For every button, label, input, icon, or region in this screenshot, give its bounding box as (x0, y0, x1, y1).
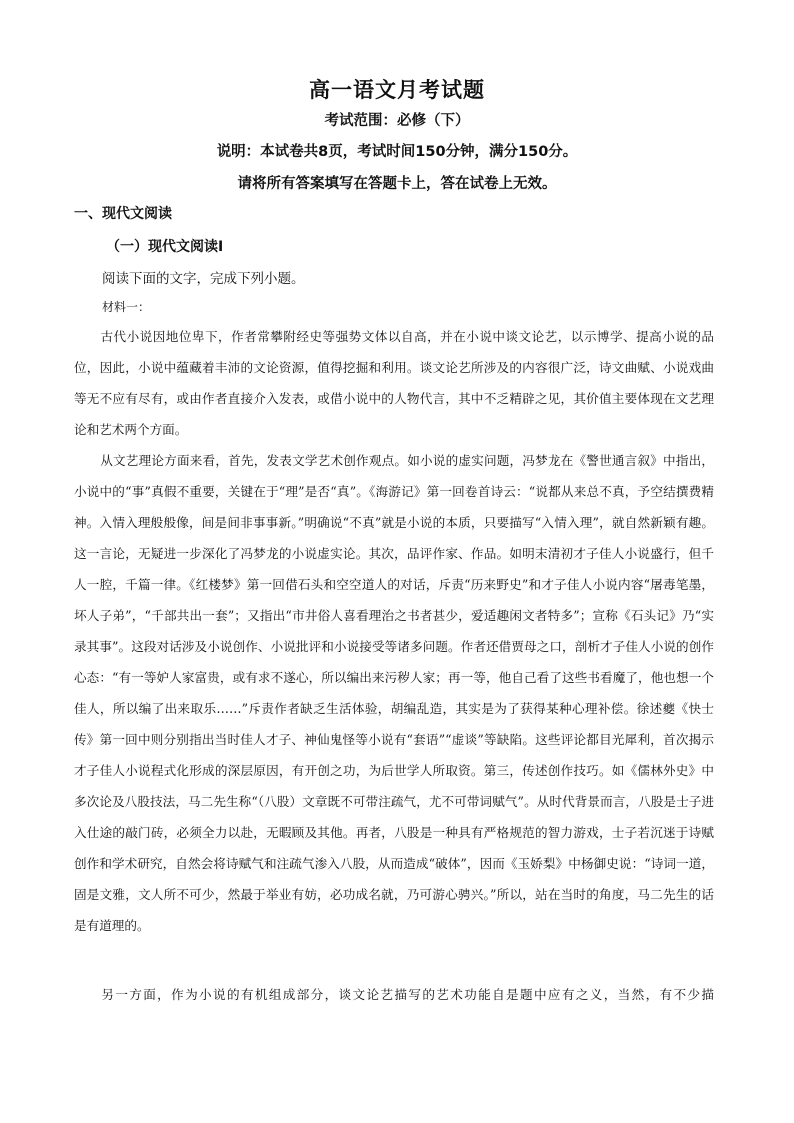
exam-title: 高一语文月考试题 (309, 78, 485, 102)
exam-instructions-line2: 请将所有答案填写在答题卡上，答在试卷上无效。 (237, 176, 557, 192)
paragraph-1-text: 古代小说因地位卑下，作者常攀附经史等强势文体以自高，并在小说中谈文论艺，以示博学、提高小说的品位，因此，小说中蕴藏着丰沛的文论资源，值得挖掘和利用。谈文论艺所涉及的内容很广泛，诗文曲赋、小说戏曲等无不应有尽有，或由作者直接介入发表，或借小说中的人物代言，其中不乏精辟之见，其价值主要体现在文艺理论和艺术两个方面。 (74, 329, 714, 437)
subsection-heading: （一）现代文阅读Ⅰ (106, 239, 224, 255)
paragraph-3-text: 另一方面，作为小说的有机组成部分，谈文论艺描写的艺术功能自是题中应有之义，当然，有不少描 (100, 987, 714, 1002)
exam-instructions-line1: 说明：本试卷共8页，考试时间150分钟，满分150分。 (216, 144, 578, 160)
paragraph-3 (74, 979, 714, 1010)
exam-scope: 考试范围：必修（下） (324, 113, 470, 129)
paragraph-2 (74, 445, 714, 941)
paragraph-2-text: 从文艺理论方面来看，首先，发表文学艺术创作观点。如小说的虚实问题，冯梦龙在《警世通言叙》中指出，小说中的“事”真假不重要，关键在于“理”是否“真”。《海游记》第一回卷首诗云：“说都从来总不真，予空结撰费精神。入情入理般般像，间是间非事事新。”明确说“不真”就是小说的本质，只要描写“入情入理”，就自然新颖有趣。这一言论，无疑进一步深化了冯梦龙的小说虚实论。其次，品评作家、作品。如明末清初才子佳人小说盛行，但千人一腔，千篇一律。《红楼梦》第一回借石头和空空道人的对话，斥责“历来野史”和才子佳人小说内容“屠毒笔墨，坏人子弟”，“千部共出一套”；又指出“市井俗人喜看理治之书者甚少，爱适趣闲文者特多”；宣称《石头记》乃“实录其事”。这段对话涉及小说创作、小说批评和小说接受等诸多问题。作者还借贾母之口，剖析才子佳人小说的创作心态：“有一等妒人家富贵，或有求不遂心，所以编出来污秽人家；再一等，他自己看了这些书看魔了，他也想一个佳人，所以编了出来取乐……”斥责作者缺乏生活体验，胡编乱造，其实是为了获得某种心理补偿。徐述夔《快士传》第一回中则分别指出当时佳人才子、神仙鬼怪等小说有“套语”“虚谈”等缺陷。这些评论都目光犀利，首次揭示才子佳人小说程式化形成的深层原因，有开创之功，为后世学人所取资。第三，传述创作技巧。如《儒林外史》中多次论及八股技法，马二先生称“（八股）文章既不可带注疏气，尤不可带词赋气”。从时代背景而言，八股是士子进入仕途的敲门砖，必须全力以赴，无暇顾及其他。再者，八股是一种具有严格规范的智力游戏，士子若沉迷于诗赋创作和学术研究，自然会将诗赋气和注疏气渗入八股，从而造成“破体”，因而《玉娇梨》中杨御史说：“诗词一道，固是文雅，文人所不可少，然最于举业有妨，必功成名就，乃可游心骋兴。”所以，站在当时的角度，马二先生的话是有道理的。 (74, 453, 714, 933)
reading-instruction: 阅读下面的文字，完成下列小题。 (102, 271, 305, 287)
material-label: 材料一： (102, 300, 151, 314)
section-heading: 一、现代文阅读 (74, 206, 172, 222)
paragraph-1 (74, 321, 714, 445)
